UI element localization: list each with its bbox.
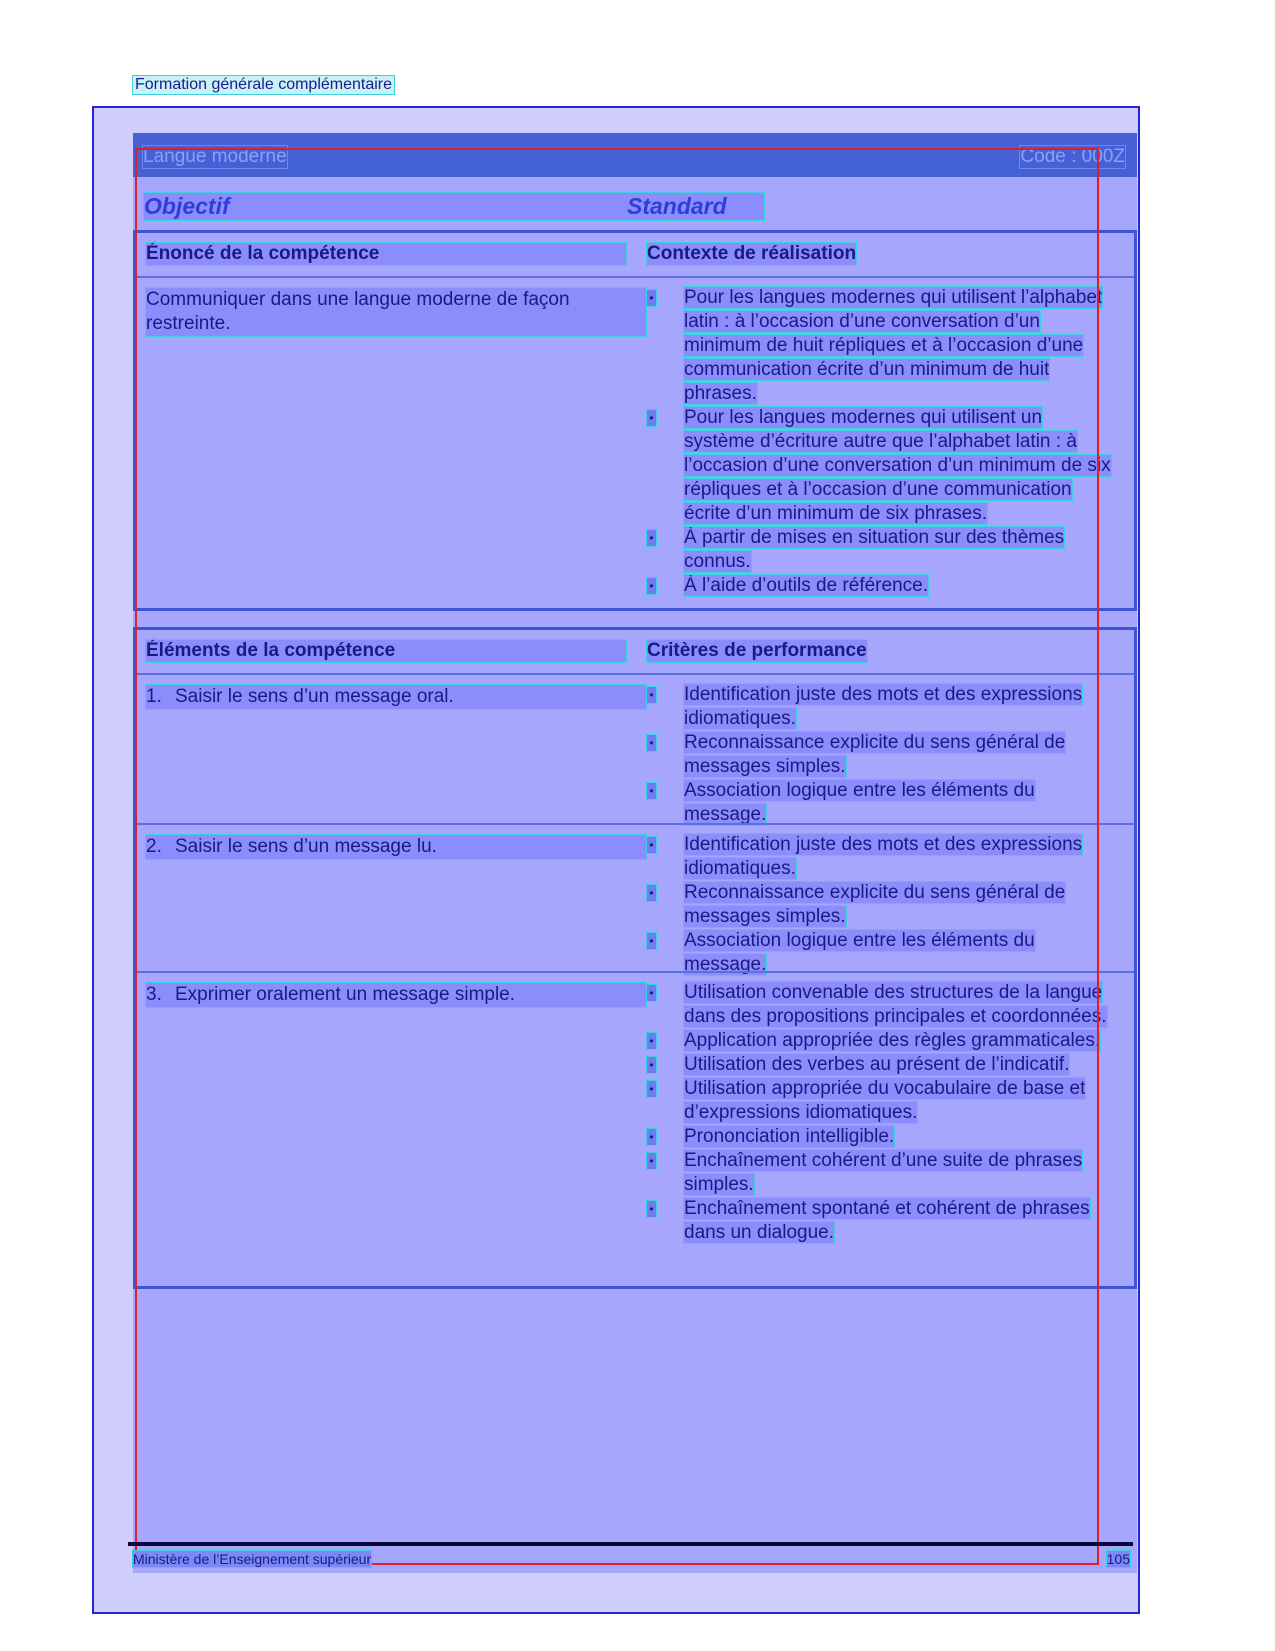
page-number: 105 bbox=[1106, 1551, 1130, 1567]
bullet-icon: • bbox=[647, 783, 656, 799]
competence-statement: Communiquer dans une langue moderne de façon restreinte. bbox=[146, 288, 646, 336]
bullet-text: Utilisation appropriée du vocabulaire de base et d’expressions idiomatiques. bbox=[684, 1078, 1086, 1123]
bullet-text: Enchaînement spontané et cohérent de phrases dans un dialogue. bbox=[684, 1198, 1090, 1243]
footer-ministry: Ministère de l’Enseignement supérieur bbox=[133, 1551, 372, 1567]
bullet-icon: • bbox=[647, 735, 656, 751]
element-text: Saisir le sens d’un message lu. bbox=[175, 836, 437, 857]
bullet-text: Pour les langues modernes qui utilisent l’alphabet latin : à l’occasion d’une conversation d’un minimum de huit répliques et à l’occasion d’une communication écrite d’un minimum de huit phrases. bbox=[684, 287, 1103, 404]
context-heading: Contexte de réalisation bbox=[647, 243, 857, 264]
bullet-text: Reconnaissance explicite du sens général de messages simples. bbox=[684, 732, 1066, 777]
bullet-text: À l’aide d’outils de référence. bbox=[684, 575, 928, 596]
bullet-text: Identification juste des mots et des expressions idiomatiques. bbox=[684, 684, 1083, 729]
bullet-icon: • bbox=[647, 1129, 656, 1145]
bullet-icon: • bbox=[647, 1033, 656, 1049]
course-code: Code : 000Z bbox=[1020, 146, 1125, 167]
criteria-heading: Critères de performance bbox=[647, 640, 867, 661]
bullet-icon: • bbox=[647, 1153, 656, 1169]
bullet-text: Identification juste des mots et des expressions idiomatiques. bbox=[684, 834, 1083, 879]
bullet-icon: • bbox=[647, 933, 656, 949]
bullet-text: Association logique entre les éléments du message. bbox=[684, 930, 1035, 975]
bullet-text: Utilisation des verbes au présent de l’indicatif. bbox=[684, 1054, 1070, 1075]
standard-label: Standard bbox=[627, 193, 727, 219]
element-number: 3. bbox=[146, 984, 162, 1005]
footer-rule bbox=[128, 1542, 1133, 1546]
bullet-icon: • bbox=[647, 885, 656, 901]
selection-frame bbox=[135, 148, 1099, 1565]
objective-label: Objectif bbox=[144, 193, 230, 219]
element-text: Exprimer oralement un message simple. bbox=[175, 984, 516, 1005]
bullet-icon: • bbox=[647, 985, 656, 1001]
bullet-text: Application appropriée des règles grammaticales. bbox=[684, 1030, 1101, 1051]
elements-heading: Éléments de la compétence bbox=[146, 640, 626, 662]
element-text: Saisir le sens d’un message oral. bbox=[175, 686, 454, 707]
bullet-icon: • bbox=[647, 1201, 656, 1217]
bullet-icon: • bbox=[647, 837, 656, 853]
statement-heading: Énoncé de la compétence bbox=[146, 243, 626, 265]
running-header: Formation générale complémentaire bbox=[135, 76, 393, 93]
bullet-icon: • bbox=[647, 290, 656, 306]
bullet-icon: • bbox=[647, 687, 656, 703]
element-number: 2. bbox=[146, 836, 162, 857]
bullet-text: Enchaînement cohérent d’une suite de phrases simples. bbox=[684, 1150, 1083, 1195]
bullet-text: À partir de mises en situation sur des thèmes connus. bbox=[684, 527, 1065, 572]
bullet-icon: • bbox=[647, 1081, 656, 1097]
bullet-text: Prononciation intelligible. bbox=[684, 1126, 895, 1147]
bullet-icon: • bbox=[647, 530, 656, 546]
bullet-text: Utilisation convenable des structures de la langue dans des propositions principales et coordonnées. bbox=[684, 982, 1107, 1027]
bullet-text: Pour les langues modernes qui utilisent un système d’écriture autre que l’alphabet latin : à l’occasion d’une conversation d’un minimum de six répliques et à l’occasion d’une communication écrite d’un minimum de six phrases. bbox=[684, 407, 1111, 524]
bullet-text: Association logique entre les éléments du message. bbox=[684, 780, 1035, 825]
bullet-icon: • bbox=[647, 1057, 656, 1073]
bullet-icon: • bbox=[647, 410, 656, 426]
bullet-icon: • bbox=[647, 578, 656, 594]
course-title: Langue moderne bbox=[143, 146, 287, 167]
bullet-text: Reconnaissance explicite du sens général de messages simples. bbox=[684, 882, 1066, 927]
element-number: 1. bbox=[146, 686, 162, 707]
